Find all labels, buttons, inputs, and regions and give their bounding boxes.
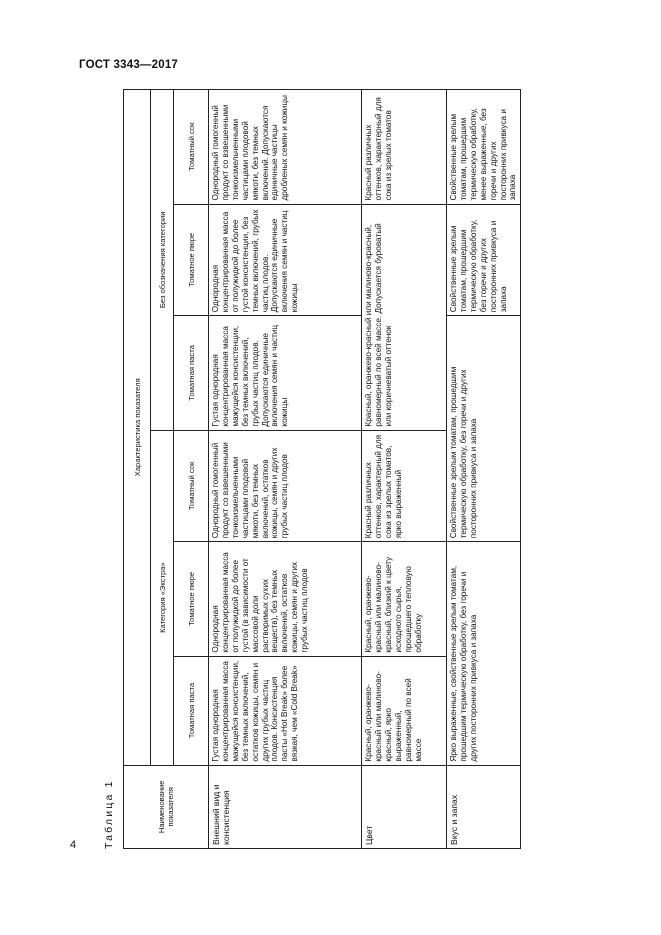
table-row	[362, 90, 447, 849]
document-header: ГОСТ 3343—2017	[79, 59, 179, 71]
table-cell: Однородный гомогенный продукт со взвешенными тонкоизмельченными частицами плодовой мякоти, без темных включений, остатков кожицы, семян и других грубых частиц плодов	[209, 430, 362, 542]
table-cell: Однородная концентрированная масса от полужидкой до более густой консистенции, без темных включений, грубых частиц плодов. Допускаются единичные включения семян и частиц кожицы	[209, 204, 362, 316]
page-number: 4	[70, 839, 77, 851]
table-cell: Свойственные зрелым томатам, прошедшим термическую обработку, без горечи и других посторонних привкуса и запаха	[447, 316, 521, 542]
table-cell: Свойственные зрелым томатам, прошедшим термическую обработку, без горечи и других посторонних привкуса и запаха	[447, 204, 521, 316]
column-header: Томатное пюре	[174, 542, 209, 656]
table-cell: Красный различных оттенков, характерный для сока из зрелых томатов	[362, 90, 447, 205]
column-header: Томатное пюре	[174, 204, 209, 316]
header-characteristic: Характеристика показателя	[124, 90, 151, 766]
header-extra-category: Категория «Экстра»	[151, 430, 174, 765]
column-header: Томатная паста	[174, 316, 209, 430]
table-cell: Однородный гомогенный продукт со взвешенными тонкоизмельченными частицами плодовой мякоти, без темных включений. Допускаются единичные частицы дробленых семян и кожицы	[209, 90, 362, 205]
row-name-appearance: Внешний вид и консистенция	[209, 765, 362, 848]
table-cell: Красный, оранжево-красный или малиново-красный, близкий к цвету исходного сырья, прошедшего тепловую обработку	[362, 542, 447, 656]
table-caption: Таблица 1	[103, 779, 115, 849]
row-name-taste-smell: Вкус и запах	[447, 765, 521, 848]
row-name-color: Цвет	[362, 765, 447, 848]
table-cell: Красный, оранжево-красный или малиново-красный, ярко выраженный, равномерный по всей массе	[362, 656, 447, 765]
header-no-category: Без обозначения категории	[151, 90, 174, 431]
table-cell: Ярко выраженные, свойственные зрелым томатам, прошедшим термическую обработку, без горечи и других посторонних привкуса и запаха	[447, 542, 521, 765]
header-indicator-name: Наименование показателя	[124, 765, 209, 848]
table-cell: Густая однородная концентрированная масса мажущейся консистенции, без темных включений, остатков кожицы, семян и других грубых частиц плодов. Консистенция пасты «Hot Break» более вязкая, чем «Cold Break»	[209, 656, 362, 765]
rotated-table-area	[95, 89, 518, 849]
characteristics-table	[123, 89, 521, 849]
table-cell: Красный различных оттенков, характерный для сока из зрелых томатов, ярко выраженный	[362, 430, 447, 542]
table-row	[447, 90, 521, 849]
table-cell: Свойственные зрелым томатам, прошедшим термическую обработку, менее выраженные, без горечи и других посторонних привкуса и запаха	[447, 90, 521, 205]
column-header: Томатная паста	[174, 656, 209, 765]
table-row	[209, 90, 362, 849]
table-cell: Густая однородная концентрированная масса мажущейся консистенции, без темных включений, грубых частиц плодов. Допускаются единичные включения семян и частиц кожицы	[209, 316, 362, 430]
column-header: Томатный сок	[174, 430, 209, 542]
column-header: Томатный сок	[174, 90, 209, 205]
table-cell: Красный, оранжево-красный или малиново-красный, равномерный по всей массе. Допускается буроватый или коричневатый оттенок	[362, 204, 447, 430]
table-cell: Однородная концентрированная масса от полужидкой до более густой (в зависимости от массовой доли растворимых сухих веществ), без темных включений, остатков кожицы, семян и других грубых частиц плодов	[209, 542, 362, 656]
